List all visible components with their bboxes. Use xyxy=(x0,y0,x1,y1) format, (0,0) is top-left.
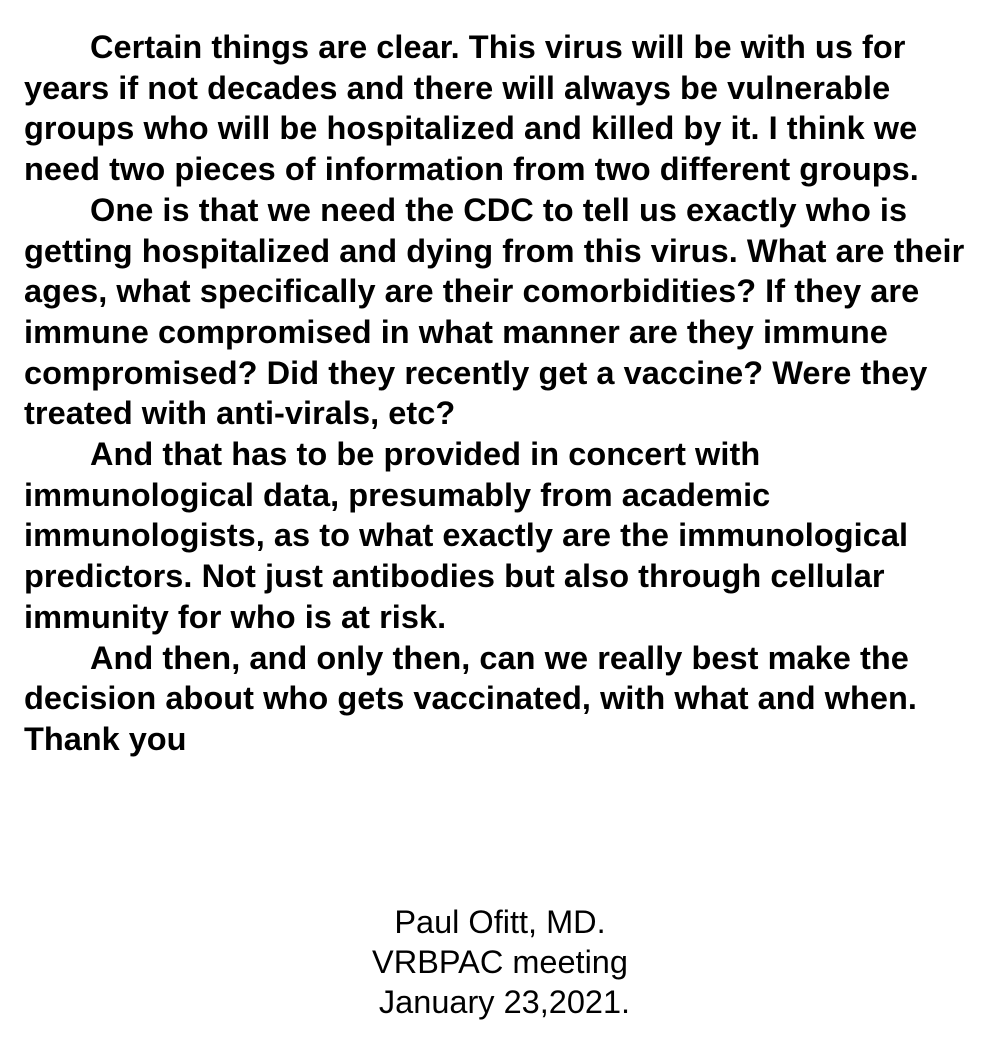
document-body xyxy=(24,27,986,760)
paragraph-3: And that has to be provided in concert with immunological data, presumably from academic immunologists, as to what exactly are the immunological predictors. Not just antibodies but also through cellular immunity for who is at risk. xyxy=(24,436,909,635)
paragraph-2: One is that we need the CDC to tell us exactly who is getting hospitalized and dying from this virus. What are their ages, what specifically are their comorbidities? If they are immune compromised in what manner are they immune compromised? Did they recently get a vaccine? Were they treated with anti-virals, etc? xyxy=(24,191,965,432)
signature-name: Paul Ofitt, MD. xyxy=(394,904,606,940)
signature-block xyxy=(300,902,700,1022)
paragraph-1: Certain things are clear. This virus will be with us for years if not decades and there will always be vulnerable groups who will be hospitalized and killed by it. I think we need two pieces of information from two different groups. xyxy=(24,29,919,188)
closing-line: Thank you xyxy=(24,720,187,757)
signature-date: January 23,2021. xyxy=(369,984,631,1020)
paragraph-4: And then, and only then, can we really best make the decision about who gets vaccinated, with what and when. xyxy=(24,639,918,717)
signature-meeting: VRBPAC meeting xyxy=(372,944,628,980)
